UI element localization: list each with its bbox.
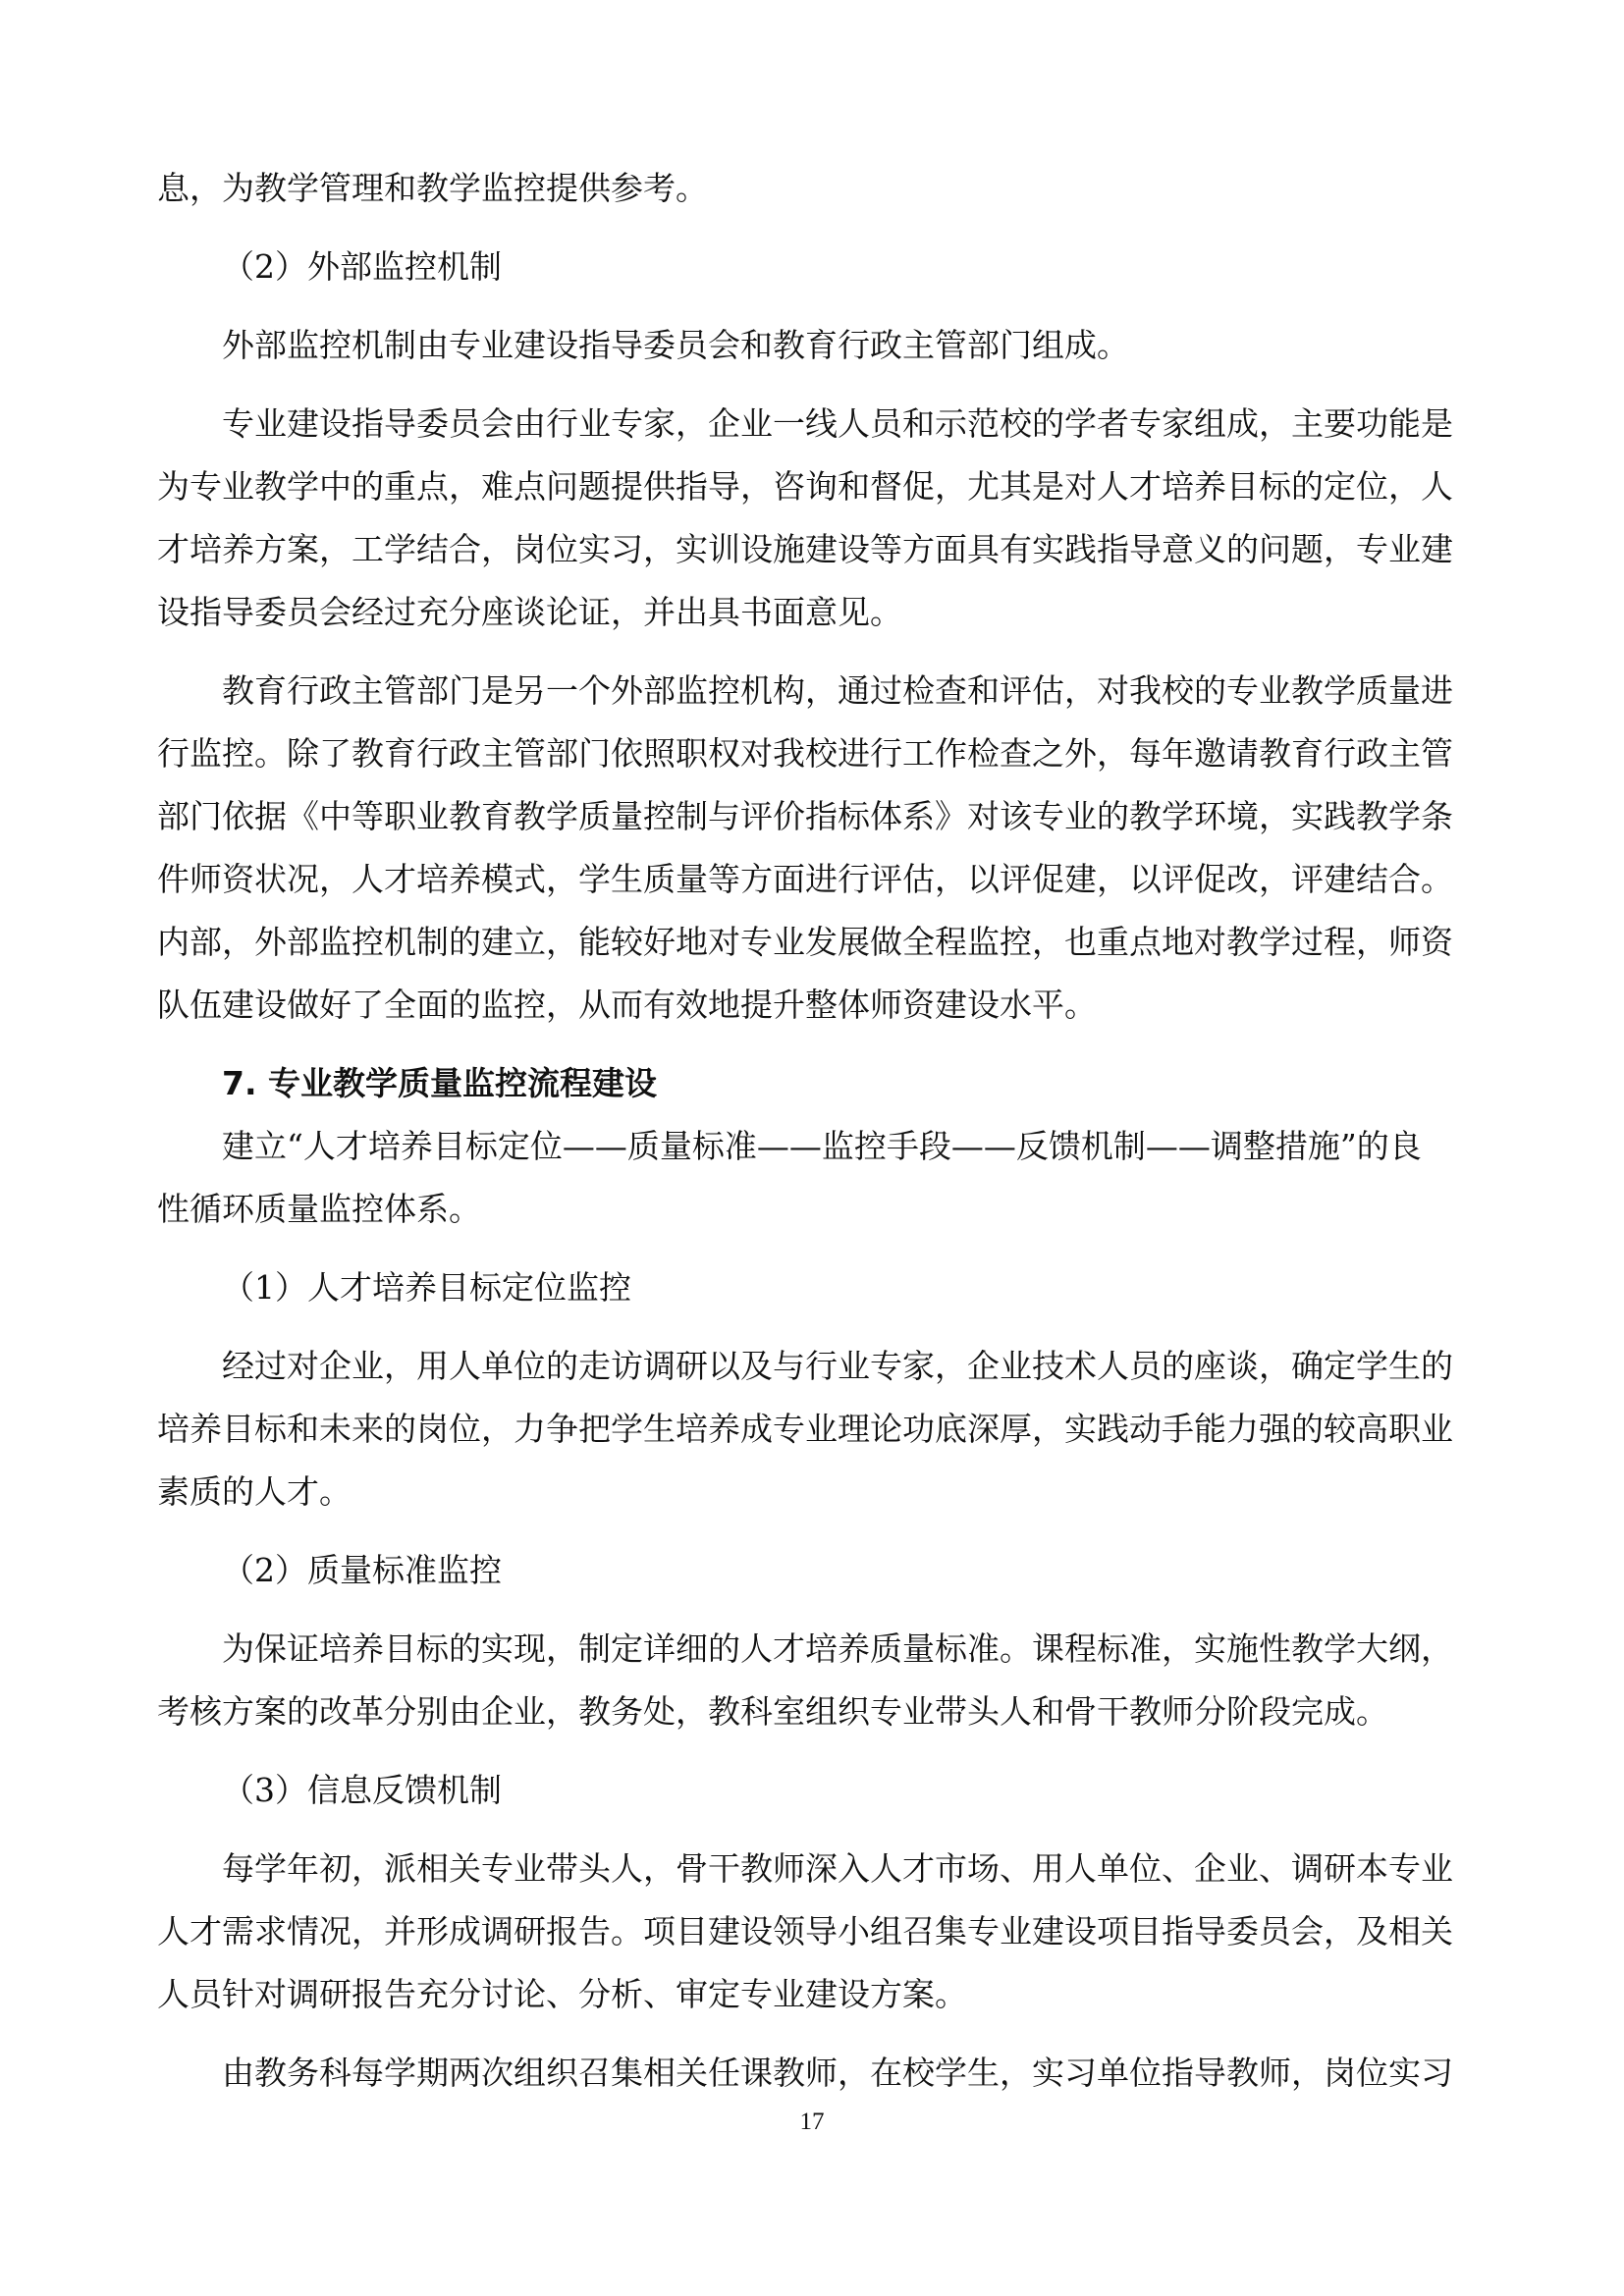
text-line: 考核方案的改革分别由企业，教务处，教科室组织专业带头人和骨干教师分阶段完成。 [157,1692,1388,1731]
paragraph [157,314,1478,377]
spacer [157,1743,1478,1759]
text-line: 内部，外部监控机制的建立，能较好地对专业发展做全程监控，也重点地对教学过程，师资 [157,923,1453,961]
text-line: （2）质量标准监控 [222,1551,502,1589]
text-line: 素质的人才。 [157,1472,352,1511]
text-line: 性循环质量监控体系。 [157,1190,481,1228]
paragraph [157,157,1478,220]
text-line: （1）人才培养目标定位监控 [222,1268,631,1307]
text-line: 行监控。除了教育行政主管部门依照职权对我校进行工作检查之外，每年邀请教育行政主管 [157,734,1453,773]
spacer [157,1319,1478,1335]
text-line: 人员针对调研报告充分讨论、分析、审定专业建设方案。 [157,1975,967,2013]
spacer [157,2026,1478,2042]
paragraph [157,1335,1478,1523]
text-line: 培养目标和未来的岗位，力争把学生培养成专业理论功底深厚，实践动手能力强的较高职业 [157,1410,1453,1448]
text-line: （2）外部监控机制 [222,247,502,286]
text-line: 专业建设指导委员会由行业专家，企业一线人员和示范校的学者专家组成，主要功能是 [222,404,1453,443]
subsection-heading [157,1759,1478,1822]
spacer [157,1241,1478,1256]
text-line: 由教务科每学期两次组织召集相关任课教师，在校学生，实习单位指导教师，岗位实习 [222,2054,1453,2092]
paragraph [157,1115,1478,1241]
text-line: 7. 专业教学质量监控流程建设 [222,1064,657,1102]
text-line: 件师资状况，人才培养模式，学生质量等方面进行评估，以评促建，以评促改，评建结合。 [157,860,1453,898]
spacer [157,644,1478,660]
text-line: 设指导委员会经过充分座谈论证，并出具书面意见。 [157,593,902,631]
text-line: 才培养方案，工学结合，岗位实习，实训设施建设等方面具有实践指导意义的问题，专业建 [157,530,1453,568]
section-heading [157,1052,1478,1115]
subsection-heading [157,236,1478,298]
spacer [157,220,1478,236]
text-line: 经过对企业，用人单位的走访调研以及与行业专家，企业技术人员的座谈，确定学生的 [222,1347,1453,1385]
spacer [157,377,1478,393]
paragraph [157,2042,1478,2105]
spacer [157,298,1478,314]
subsection-heading [157,1256,1478,1319]
paragraph [157,393,1478,644]
text-line: 部门依据《中等职业教育教学质量控制与评价指标体系》对该专业的教学环境，实践教学条 [157,797,1453,835]
text-line: 为专业教学中的重点，难点问题提供指导，咨询和督促，尤其是对人才培养目标的定位，人 [157,467,1453,506]
spacer [157,1523,1478,1539]
text-line: 外部监控机制由专业建设指导委员会和教育行政主管部门组成。 [222,326,1129,364]
paragraph [157,1838,1478,2026]
text-line: 人才需求情况，并形成调研报告。项目建设领导小组召集专业建设项目指导委员会，及相关 [157,1912,1453,1950]
text-line: （3）信息反馈机制 [222,1771,502,1809]
page-body [157,157,1478,2105]
paragraph [157,660,1478,1037]
paragraph [157,1618,1478,1743]
text-line: 为保证培养目标的实现，制定详细的人才培养质量标准。课程标准，实施性教学大纲， [222,1629,1453,1668]
text-line: 息，为教学管理和教学监控提供参考。 [157,169,708,207]
subsection-heading [157,1539,1478,1602]
spacer [157,1602,1478,1618]
text-line: 建立“人才培养目标定位——质量标准——监控手段——反馈机制——调整措施”的良 [222,1127,1422,1165]
text-line: 队伍建设做好了全面的监控，从而有效地提升整体师资建设水平。 [157,986,1097,1024]
text-line: 教育行政主管部门是另一个外部监控机构，通过检查和评估，对我校的专业教学质量进 [222,671,1453,710]
text-line: 每学年初，派相关专业带头人，骨干教师深入人才市场、用人单位、企业、调研本专业 [222,1849,1453,1888]
spacer [157,1822,1478,1838]
spacer [157,1037,1478,1052]
page-number: 17 [799,2109,825,2135]
